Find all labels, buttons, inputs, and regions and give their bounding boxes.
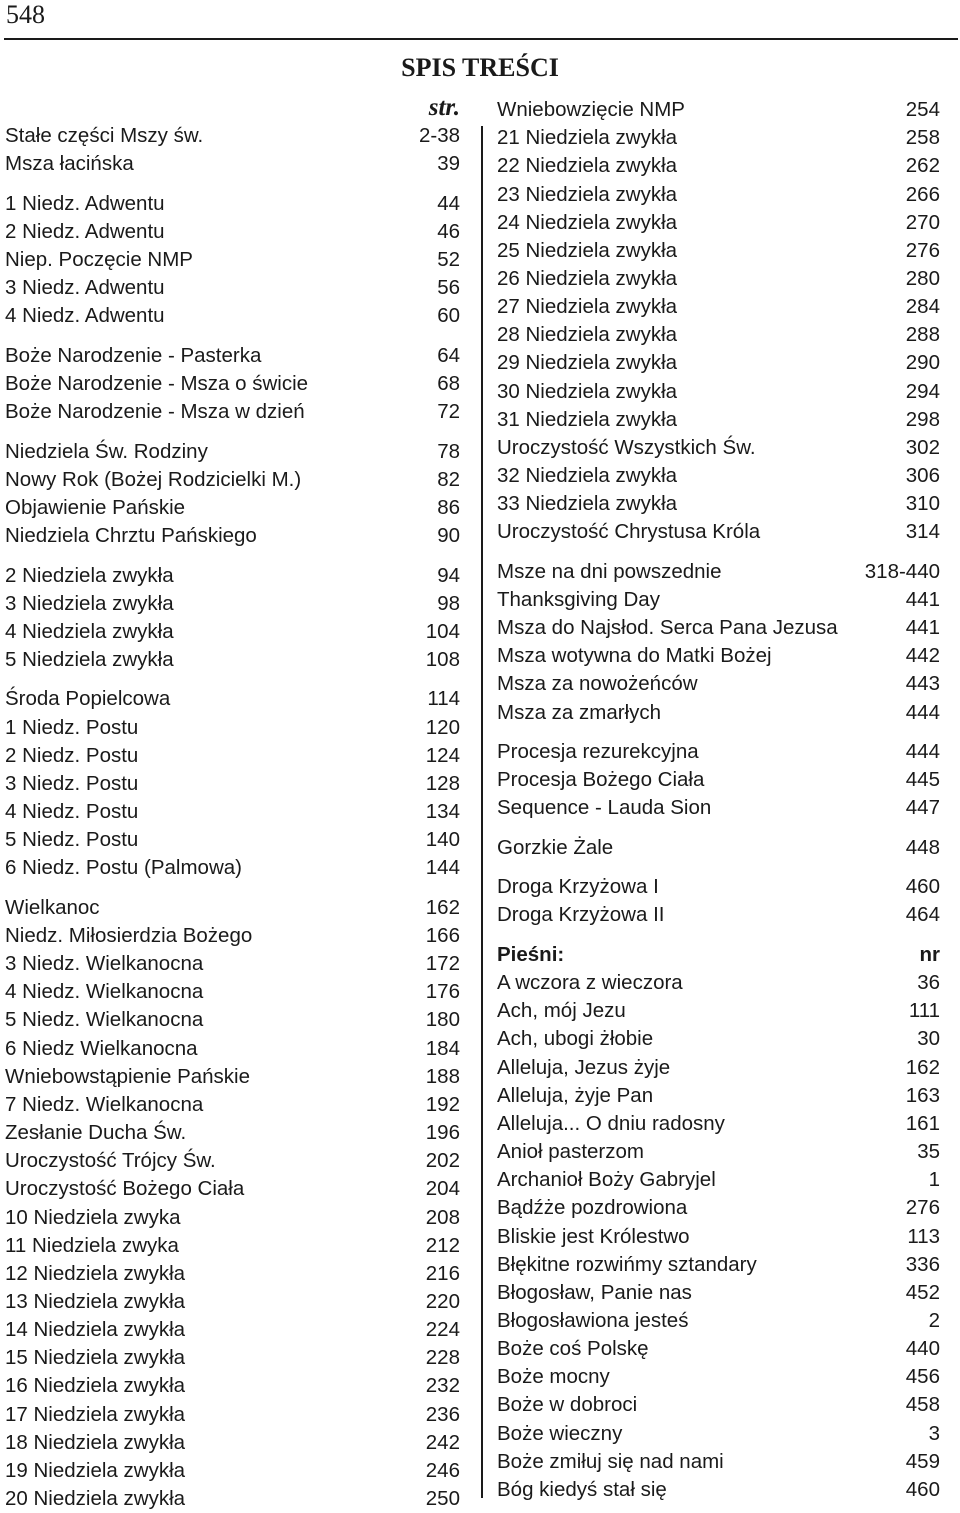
toc-entry-page: 460 [905, 875, 940, 899]
toc-entry-label: Thanksgiving Day [497, 587, 660, 611]
toc-entry-page: 111 [908, 999, 940, 1023]
toc-entry-label: 23 Niedziela zwykła [497, 182, 678, 206]
toc-entry-label: 16 Niedziela zwykła [5, 1374, 186, 1398]
toc-entry [5, 562, 460, 590]
toc-entry [497, 1138, 940, 1166]
toc-entry [5, 1316, 460, 1344]
toc-entry-label: 6 Niedz. Postu (Palmowa) [5, 856, 242, 880]
toc-entry-page: 161 [905, 1111, 940, 1135]
toc-entry-page: 124 [425, 743, 460, 767]
toc-entry-page: 254 [905, 98, 940, 121]
toc-entry-label: Boże wieczny [497, 1421, 623, 1445]
toc-entry-label: 4 Niedz. Postu [5, 800, 139, 823]
toc-entry [497, 1110, 940, 1138]
toc-entry [5, 618, 460, 646]
toc-entry-label: 1 Niedz. Postu [5, 715, 139, 739]
toc-entry [5, 1288, 460, 1316]
toc-entry-page: 276 [905, 238, 940, 262]
toc-entry [497, 1025, 940, 1053]
toc-entry-page: 2-38 [418, 124, 460, 147]
toc-entry-label: 25 Niedziela zwykła [497, 238, 678, 262]
toc-entry-page: 86 [437, 495, 460, 519]
toc-entry-label: 28 Niedziela zwykła [497, 323, 678, 347]
toc-entry-label: Wniebowzięcie NMP [497, 98, 685, 121]
toc-entry-label: Boże coś Polskę [497, 1337, 649, 1361]
toc-entry [497, 1307, 940, 1335]
toc-entry [5, 798, 460, 826]
toc-entry-page: 180 [425, 1008, 460, 1032]
toc-entry [497, 1194, 940, 1222]
toc-entry-label: 29 Niedziela zwykła [497, 351, 678, 375]
toc-entry-page: 306 [905, 463, 940, 487]
toc-entry [5, 1232, 460, 1260]
toc-entry [497, 614, 940, 642]
toc-entry [5, 894, 460, 922]
toc-entry-page: 64 [437, 343, 460, 367]
page-column-label: str. [428, 94, 460, 121]
toc-entry-page: 144 [425, 856, 460, 880]
toc-entry [497, 181, 940, 209]
toc-entry-label: 2 Niedz. Postu [5, 743, 139, 767]
toc-entry-page: 270 [905, 210, 940, 234]
toc-entry [5, 218, 460, 246]
toc-entry-page: 288 [905, 323, 940, 347]
toc-entry-label: Msza wotywna do Matki Bożej [497, 644, 772, 668]
toc-entry [5, 342, 460, 370]
toc-entry-page: 196 [425, 1121, 460, 1144]
toc-entry-label: 22 Niedziela zwykła [497, 154, 678, 178]
toc-entry [497, 1420, 940, 1448]
toc-entry [497, 1223, 940, 1251]
toc-entry-label: Boże Narodzenie - Msza w dzień [5, 400, 305, 423]
toc-entry [5, 742, 460, 770]
toc-entry-page: 258 [905, 126, 940, 150]
toc-entry-label: 15 Niedziela zwykła [5, 1346, 186, 1370]
toc-entry-page: 52 [437, 248, 460, 271]
toc-entry-label: 2 Niedz. Adwentu [5, 219, 165, 243]
toc-entry-label: Boże Narodzenie - Pasterka [5, 343, 262, 367]
toc-entry-label: Msza do Najsłod. Serca Pana Jezusa [497, 616, 838, 639]
toc-entry-label: Uroczystość Trójcy Św. [5, 1149, 216, 1173]
toc-entry-page: 302 [905, 435, 940, 459]
toc-entry-label: Procesja rezurekcyjna [497, 740, 699, 763]
toc-entry-page: 162 [905, 1055, 940, 1079]
toc-entry-label: Błękitne rozwińmy sztandary [497, 1252, 757, 1276]
toc-entry-page: 447 [905, 796, 940, 820]
toc-entry-page: 460 [905, 1477, 940, 1501]
toc-entry [5, 246, 460, 274]
toc-entry-label: A wczora z wieczora [497, 971, 683, 995]
toc-entry-page: 114 [427, 687, 460, 711]
toc-entry-label: Alleluja... O dniu radosny [497, 1111, 725, 1135]
toc-entry-label: Msza łacińska [5, 152, 134, 176]
toc-entry-label: Wielkanoc [5, 895, 100, 919]
toc-entry-page: 36 [917, 971, 940, 995]
toc-entry-label: 32 Niedziela zwykła [497, 463, 678, 487]
toc-entry [5, 854, 460, 882]
toc-entry-page: 456 [905, 1365, 940, 1389]
toc-entry [497, 1335, 940, 1363]
toc-entry [497, 293, 940, 321]
toc-entry-label: Boże Narodzenie - Msza o świcie [5, 371, 309, 395]
toc-entry-label: 13 Niedziela zwykła [5, 1290, 186, 1313]
toc-entry [5, 1204, 460, 1232]
toc-entry-page: 104 [425, 619, 460, 643]
toc-entry-page: 242 [425, 1430, 460, 1454]
toc-entry [5, 1401, 460, 1429]
toc-entry [497, 834, 940, 862]
toc-entry [497, 518, 940, 546]
toc-entry [497, 901, 940, 929]
toc-entry [497, 349, 940, 377]
toc-entry-label: 20 Niedziela zwykła [5, 1487, 186, 1510]
toc-entry-page: 188 [425, 1064, 460, 1088]
toc-entry-label: Pieśni: [497, 942, 565, 966]
toc-entry [5, 1063, 460, 1091]
toc-entry [5, 1147, 460, 1175]
toc-entry [497, 766, 940, 794]
toc-entry-page: 443 [905, 672, 940, 696]
toc-entry [5, 714, 460, 742]
toc-entry [497, 1363, 940, 1391]
toc-entry [497, 406, 940, 434]
toc-entry [497, 434, 940, 462]
page-title: SPIS TREŚCI [401, 53, 559, 82]
toc-entry-page: 140 [425, 828, 460, 852]
toc-entry [5, 494, 460, 522]
toc-entry-label: 5 Niedziela zwykła [5, 647, 174, 671]
toc-entry-label: Uroczystość Bożego Ciała [5, 1177, 245, 1201]
toc-entry [5, 1429, 460, 1457]
toc-entry-page: 1 [928, 1168, 940, 1192]
toc-entry [497, 969, 940, 997]
toc-entry [497, 265, 940, 293]
toc-entry-page: 113 [907, 1224, 940, 1248]
toc-entry-page: nr [919, 942, 940, 966]
toc-entry [5, 466, 460, 494]
toc-entry-label: Msza za zmarłych [497, 700, 662, 724]
toc-entry-page: 176 [425, 980, 460, 1004]
toc-entry-page: 298 [905, 407, 940, 431]
toc-entry [5, 274, 460, 302]
toc-entry-label: Droga Krzyżowa I [497, 875, 659, 899]
toc-entry-label: Msze na dni powszednie [497, 559, 722, 583]
toc-entry-label: Uroczystość Chrystusa Króla [497, 520, 761, 544]
column-divider [481, 126, 483, 1498]
toc-entry [5, 522, 460, 550]
toc-entry [5, 922, 460, 950]
toc-entry-label: Droga Krzyżowa II [497, 903, 665, 927]
toc-entry-label: Ach, ubogi żłobie [497, 1027, 654, 1051]
toc-entry-label: Stałe części Mszy św. [5, 124, 204, 147]
toc-entry [5, 1119, 460, 1147]
toc-entry-page: 94 [437, 563, 460, 587]
toc-entry [497, 1251, 940, 1279]
toc-entry-page: 166 [425, 924, 460, 947]
toc-entry-page: 3 [928, 1421, 940, 1445]
toc-entry [497, 490, 940, 518]
toc-entry-page: 202 [425, 1149, 460, 1173]
toc-entry-label: 1 Niedz. Adwentu [5, 191, 165, 215]
toc-entry [497, 96, 940, 124]
toc-entry-label: 3 Niedz. Postu [5, 771, 139, 795]
toc-entry-page: 162 [425, 895, 460, 919]
toc-entry-label: 14 Niedziela zwykła [5, 1318, 186, 1342]
toc-entry-label: 31 Niedziela zwykła [497, 407, 678, 431]
toc-entry-page: 216 [425, 1261, 460, 1285]
toc-entry-page: 212 [425, 1233, 460, 1257]
toc-entry [5, 438, 460, 466]
toc-entry-label: 18 Niedziela zwykła [5, 1430, 186, 1454]
toc-entry-page: 250 [425, 1487, 460, 1510]
toc-entry [5, 370, 460, 398]
toc-entry [5, 826, 460, 854]
toc-entry [5, 1175, 460, 1203]
toc-entry-label: Niep. Poczęcie NMP [5, 248, 193, 271]
toc-entry-label: Archanioł Boży Gabryjel [497, 1168, 716, 1192]
toc-entry-label: Błogosław, Panie nas [497, 1280, 692, 1304]
toc-entry-label: 2 Niedziela zwykła [5, 563, 174, 587]
toc-entry-label: 4 Niedz. Wielkanocna [5, 980, 204, 1004]
toc-entry-label: Gorzkie Żale [497, 835, 614, 859]
toc-entry-page: 39 [437, 152, 460, 176]
toc-entry-page: 68 [437, 371, 460, 395]
toc-entry-label: Niedz. Miłosierdzia Bożego [5, 924, 253, 947]
toc-entry-page: 444 [905, 740, 940, 763]
toc-entry-page: 184 [425, 1036, 460, 1060]
toc-entry [497, 321, 940, 349]
toc-entry-label: Uroczystość Wszystkich Św. [497, 435, 756, 459]
toc-entry [497, 1054, 940, 1082]
toc-entry [5, 950, 460, 978]
toc-entry-page: 30 [917, 1027, 940, 1051]
toc-entry [497, 699, 940, 727]
toc-entry-page: 192 [425, 1092, 460, 1116]
toc-entry-page: 276 [905, 1196, 940, 1220]
toc-entry-label: Bliskie jest Królestwo [497, 1224, 690, 1248]
toc-entry-page: 56 [437, 276, 460, 300]
toc-entry-label: Alleluja, Jezus żyje [497, 1055, 671, 1079]
toc-entry-label: Boże w dobroci [497, 1393, 638, 1417]
toc-entry-label: Niedziela Chrztu Pańskiego [5, 524, 257, 547]
toc-entry-page: 204 [425, 1177, 460, 1201]
toc-entry [5, 646, 460, 674]
toc-entry-label: 3 Niedz. Adwentu [5, 276, 165, 300]
toc-entry-page: 318-440 [864, 559, 940, 583]
toc-entry-page: 440 [905, 1337, 940, 1361]
page-number: 548 [6, 0, 45, 29]
toc-entry [5, 978, 460, 1006]
toc-entry-label: 4 Niedz. Adwentu [5, 304, 165, 328]
toc-entry-label: 5 Niedz. Wielkanocna [5, 1008, 204, 1032]
toc-entry-label: Boże mocny [497, 1365, 610, 1389]
toc-entry [5, 1344, 460, 1372]
toc-entry-label: Anioł pasterzom [497, 1140, 644, 1163]
toc-entry [497, 1166, 940, 1194]
toc-entry-label: 17 Niedziela zwykła [5, 1402, 186, 1426]
toc-entry-page: 2 [928, 1308, 940, 1332]
toc-entry [5, 1457, 460, 1485]
toc-entry [497, 670, 940, 698]
toc-entry-label: Nowy Rok (Bożej Rodzicielki M.) [5, 467, 302, 491]
toc-entry-page: 314 [905, 520, 940, 544]
toc-entry-label: Alleluja, żyje Pan [497, 1083, 654, 1107]
toc-entry [497, 1279, 940, 1307]
toc-entry-page: 336 [905, 1252, 940, 1276]
toc-entry-page: 310 [905, 492, 940, 516]
toc-entry-label: 33 Niedziela zwykła [497, 492, 678, 516]
toc-entry-page: 120 [425, 715, 460, 739]
toc-entry-page: 294 [905, 379, 940, 403]
toc-entry-label: Msza za nowożeńców [497, 672, 698, 696]
toc-entry-page: 444 [905, 700, 940, 724]
header-rule [4, 38, 958, 40]
toc-entry-page: 35 [917, 1140, 940, 1163]
toc-entry [5, 770, 460, 798]
toc-entry-page: 78 [437, 439, 460, 463]
toc-entry [497, 1448, 940, 1476]
toc-entry-page: 134 [425, 800, 460, 823]
toc-entry-label: 6 Niedz Wielkanocna [5, 1036, 198, 1060]
toc-entry-page: 441 [905, 616, 940, 639]
toc-entry-page: 290 [905, 351, 940, 375]
toc-entry-page: 208 [425, 1205, 460, 1229]
toc-entry-label: 4 Niedziela zwykła [5, 619, 174, 643]
toc-entry [497, 586, 940, 614]
toc-entry-page: 128 [425, 771, 460, 795]
toc-entry [5, 1035, 460, 1063]
toc-entry-page: 464 [905, 903, 940, 927]
toc-entry [5, 1372, 460, 1400]
toc-entry [497, 462, 940, 490]
toc-entry [497, 209, 940, 237]
toc-entry-page: 458 [905, 1393, 940, 1417]
toc-entry-page: 262 [905, 154, 940, 178]
toc-entry-page: 246 [425, 1458, 460, 1482]
toc-entry [5, 122, 460, 150]
toc-entry-page: 266 [905, 182, 940, 206]
toc-entry [497, 642, 940, 670]
toc-entry-page: 448 [905, 835, 940, 859]
toc-entry [5, 150, 460, 178]
toc-entry-label: Sequence - Lauda Sion [497, 796, 712, 820]
toc-entry-label: Środa Popielcowa [5, 687, 171, 711]
toc-entry [5, 685, 460, 713]
toc-entry [497, 1082, 940, 1110]
toc-entry-page: 60 [437, 304, 460, 328]
toc-entry-page: 98 [437, 591, 460, 615]
toc-entry-label: 12 Niedziela zwykła [5, 1261, 186, 1285]
toc-entry-page: 108 [425, 647, 460, 671]
toc-entry-label: Objawienie Pańskie [5, 495, 186, 519]
toc-entry-page: 220 [425, 1290, 460, 1313]
toc-entry-page: 452 [905, 1280, 940, 1304]
toc-entry-page: 224 [425, 1318, 460, 1342]
toc-entry [5, 590, 460, 618]
toc-entry [497, 237, 940, 265]
toc-entry [497, 1391, 940, 1419]
toc-entry [5, 302, 460, 330]
toc-entry-label: Boże zmiłuj się nad nami [497, 1449, 724, 1473]
toc-entry-label: Niedziela Św. Rodziny [5, 439, 208, 463]
toc-entry-label: Zesłanie Ducha Św. [5, 1121, 187, 1144]
toc-entry-page: 232 [425, 1374, 460, 1398]
toc-entry-label: 19 Niedziela zwykła [5, 1458, 186, 1482]
toc-entry-page: 44 [437, 191, 460, 215]
toc-entry [5, 1485, 460, 1513]
toc-entry-label: 21 Niedziela zwykła [497, 126, 678, 150]
toc-entry-label: Procesja Bożego Ciała [497, 768, 705, 792]
toc-entry [497, 997, 940, 1025]
toc-entry-label: 10 Niedziela zwyka [5, 1205, 181, 1229]
toc-section-header [497, 941, 940, 969]
toc-entry [497, 1476, 940, 1504]
toc-entry-label: Ach, mój Jezu [497, 999, 626, 1023]
toc-entry-page: 280 [905, 266, 940, 290]
toc-entry [5, 1091, 460, 1119]
toc-entry-label: 3 Niedz. Wielkanocna [5, 952, 204, 976]
toc-entry-page: 72 [437, 400, 460, 423]
toc-entry-label: 11 Niedziela zwyka [5, 1233, 179, 1257]
toc-entry-label: Błogosławiona jesteś [497, 1308, 689, 1332]
toc-entry [5, 398, 460, 426]
toc-entry-page: 172 [425, 952, 460, 976]
toc-entry [497, 378, 940, 406]
toc-entry-label: 26 Niedziela zwykła [497, 266, 678, 290]
toc-entry-label: 24 Niedziela zwykła [497, 210, 678, 234]
toc-entry-page: 82 [437, 467, 460, 491]
toc-entry-page: 442 [905, 644, 940, 668]
toc-entry-label: 3 Niedziela zwykła [5, 591, 174, 615]
toc-entry [5, 190, 460, 218]
toc-entry [497, 738, 940, 766]
toc-entry [497, 873, 940, 901]
toc-entry-page: 46 [437, 219, 460, 243]
toc-entry [497, 124, 940, 152]
toc-entry-page: 459 [905, 1449, 940, 1473]
toc-entry-label: 30 Niedziela zwykła [497, 379, 678, 403]
toc-entry-page: 441 [905, 587, 940, 611]
toc-entry [497, 794, 940, 822]
toc-entry-page: 228 [425, 1346, 460, 1370]
toc-entry-label: Bóg kiedyś stał się [497, 1477, 667, 1501]
toc-entry-label: 27 Niedziela zwykła [497, 295, 678, 319]
toc-entry [5, 1260, 460, 1288]
toc-entry-page: 236 [425, 1402, 460, 1426]
toc-entry [497, 152, 940, 180]
toc-entry-page: 90 [437, 524, 460, 547]
toc-entry [5, 1006, 460, 1034]
toc-entry-label: Wniebowstąpienie Pańskie [5, 1064, 250, 1088]
toc-entry-label: Bądźże pozdrowiona [497, 1196, 688, 1220]
toc-entry-label: 5 Niedz. Postu [5, 828, 139, 852]
toc-entry-page: 445 [905, 768, 940, 792]
toc-entry [497, 558, 940, 586]
toc-entry-page: 284 [905, 295, 940, 319]
toc-entry-page: 163 [905, 1083, 940, 1107]
toc-entry-label: 7 Niedz. Wielkanocna [5, 1092, 204, 1116]
